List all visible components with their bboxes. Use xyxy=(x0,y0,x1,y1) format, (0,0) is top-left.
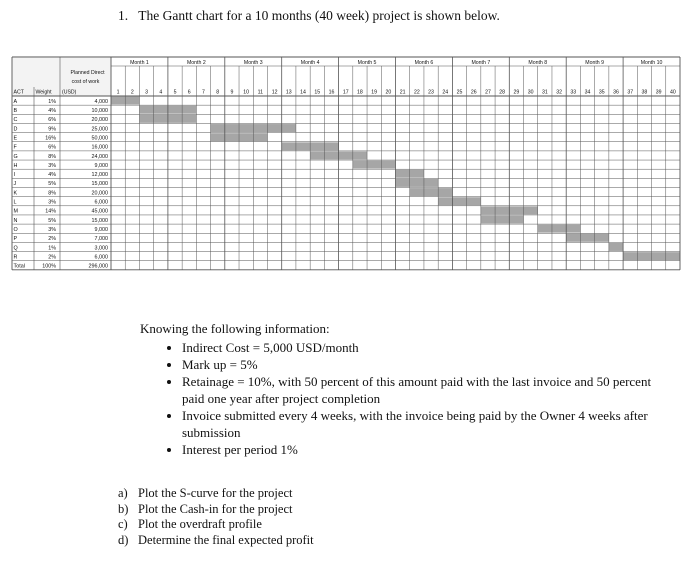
header-cost-label: (USD) xyxy=(62,89,77,96)
week-label: 27 xyxy=(485,89,491,96)
activity-id: Q xyxy=(13,245,18,252)
activity-cost: 6,000 xyxy=(94,199,108,206)
info-bullet-retainage: • Retainage = 10%, with 50 percent of this amount paid with the last invoice and 50 percent paid one year after project completion xyxy=(182,373,660,407)
task-list xyxy=(118,486,314,548)
activity-id: J xyxy=(13,181,17,188)
activity-cost: 10,000 xyxy=(91,108,108,114)
activity-weight: 1% xyxy=(48,98,56,105)
total-label: Total xyxy=(13,263,25,270)
header-cost-label: Planned Direct xyxy=(70,70,105,76)
activity-cost: 9,000 xyxy=(94,162,108,169)
week-label: 22 xyxy=(413,89,420,96)
activity-weight: 8% xyxy=(48,153,56,160)
week-label: 10 xyxy=(243,89,250,96)
activity-cost: 12,000 xyxy=(91,172,108,179)
week-label: 13 xyxy=(285,89,292,96)
week-label: 33 xyxy=(570,89,577,96)
activity-weight: 9% xyxy=(48,126,56,133)
week-label: 20 xyxy=(385,89,392,96)
week-label: 5 xyxy=(173,89,177,96)
activity-weight: 3% xyxy=(48,199,56,206)
week-label: 7 xyxy=(202,89,205,96)
week-label: 21 xyxy=(399,89,406,96)
info-bullet-markup: • Mark up = 5% xyxy=(182,356,660,373)
week-label: 28 xyxy=(499,89,506,96)
month-label: Month 9 xyxy=(585,60,605,66)
task-text: Plot the overdraft profile xyxy=(138,517,262,531)
task-text: Plot the S-curve for the project xyxy=(138,486,293,500)
gantt-bar xyxy=(396,179,439,187)
week-label: 15 xyxy=(314,89,321,96)
task-item xyxy=(118,486,314,502)
activity-cost: 7,000 xyxy=(94,236,108,243)
week-label: 2 xyxy=(130,89,134,96)
week-label: 40 xyxy=(669,89,676,96)
month-label: Month 5 xyxy=(357,60,377,66)
month-label: Month 10 xyxy=(640,60,663,66)
task-label: d) xyxy=(118,532,129,547)
info-bullet-interest: • Interest per period 1% xyxy=(182,441,660,458)
task-label: a) xyxy=(118,486,128,500)
activity-weight: 1% xyxy=(48,245,56,252)
activity-id: E xyxy=(13,135,18,142)
activity-id: D xyxy=(13,126,18,133)
week-label: 11 xyxy=(257,89,264,96)
activity-id: C xyxy=(13,117,18,124)
task-text: Determine the final expected profit xyxy=(138,532,314,547)
total-cost: 296,000 xyxy=(88,263,108,270)
month-label: Month 3 xyxy=(243,60,263,66)
activity-id: L xyxy=(13,199,17,206)
week-label: 31 xyxy=(541,89,548,96)
task-label: c) xyxy=(118,517,128,531)
activity-id: P xyxy=(13,236,18,243)
activity-id: B xyxy=(13,108,18,114)
week-label: 29 xyxy=(513,89,520,96)
activity-id: O xyxy=(13,226,18,233)
week-label: 16 xyxy=(328,89,335,96)
week-label: 12 xyxy=(271,89,278,96)
activity-cost: 15,000 xyxy=(91,217,108,224)
activity-weight: 2% xyxy=(48,236,56,243)
task-label: b) xyxy=(118,501,129,516)
week-label: 38 xyxy=(641,89,648,96)
month-label: Month 4 xyxy=(300,60,320,66)
activity-id: F xyxy=(13,144,17,151)
question-title: The Gantt chart for a 10 months (40 week) project is shown below. xyxy=(138,8,500,23)
week-label: 4 xyxy=(159,89,163,96)
week-label: 32 xyxy=(556,89,562,96)
activity-id: G xyxy=(13,153,18,160)
header-cost-label: cost of work xyxy=(71,79,100,85)
week-label: 17 xyxy=(342,89,349,96)
week-label: 30 xyxy=(527,89,534,96)
activity-id: N xyxy=(13,217,18,224)
gantt-bar xyxy=(538,225,581,233)
activity-cost: 6,000 xyxy=(94,254,108,261)
activity-weight: 4% xyxy=(48,172,56,179)
header-act-label: ACT xyxy=(13,89,24,96)
activity-cost: 3,000 xyxy=(94,245,108,252)
activity-cost: 4,000 xyxy=(94,98,108,105)
week-label: 8 xyxy=(216,89,220,96)
week-label: 6 xyxy=(187,89,191,96)
gantt-bar xyxy=(481,216,524,224)
activity-id: I xyxy=(13,172,15,179)
month-label: Month 7 xyxy=(471,60,491,66)
week-label: 24 xyxy=(442,89,449,96)
activity-weight: 3% xyxy=(48,162,56,169)
activity-cost: 9,000 xyxy=(94,226,108,233)
week-label: 9 xyxy=(230,89,234,96)
activity-cost: 15,000 xyxy=(91,181,108,188)
activity-weight: 5% xyxy=(48,181,56,188)
info-intro: Knowing the following information: xyxy=(140,321,330,336)
given-information xyxy=(140,320,660,458)
activity-cost: 50,000 xyxy=(91,135,108,142)
month-label: Month 8 xyxy=(528,60,548,66)
activity-cost: 45,000 xyxy=(91,208,108,215)
week-label: 18 xyxy=(357,89,363,96)
month-label: Month 6 xyxy=(414,60,434,66)
activity-cost: 16,000 xyxy=(91,144,108,151)
gantt-bar xyxy=(438,197,481,205)
task-text: Plot the Cash-in for the project xyxy=(138,501,293,516)
gantt-bar xyxy=(609,243,623,251)
activity-weight: 16% xyxy=(45,135,56,142)
activity-id: R xyxy=(13,254,18,261)
activity-weight: 5% xyxy=(48,217,56,224)
activity-weight: 14% xyxy=(45,208,56,215)
task-item xyxy=(118,533,314,549)
activity-weight: 6% xyxy=(48,144,56,151)
week-label: 26 xyxy=(470,89,477,96)
week-label: 23 xyxy=(428,89,434,96)
activity-id: M xyxy=(13,208,18,215)
month-label: Month 1 xyxy=(130,60,149,66)
week-label: 14 xyxy=(300,89,306,96)
activity-weight: 4% xyxy=(48,108,56,114)
activity-id: H xyxy=(13,162,18,169)
gantt-bar xyxy=(566,234,609,242)
week-label: 1 xyxy=(116,89,120,96)
activity-cost: 24,000 xyxy=(91,153,108,160)
activity-weight: 2% xyxy=(48,254,56,261)
activity-weight: 8% xyxy=(48,190,56,197)
info-bullet-invoice: • Invoice submitted every 4 weeks, with the invoice being paid by the Owner 4 weeks after submission xyxy=(182,407,660,441)
week-label: 25 xyxy=(456,89,463,96)
task-item xyxy=(118,517,314,533)
info-list xyxy=(140,339,660,458)
gantt-bar xyxy=(410,188,453,196)
question-number: 1. xyxy=(118,8,129,23)
total-weight: 100% xyxy=(42,263,56,270)
week-label: 36 xyxy=(613,89,619,96)
activity-id: K xyxy=(13,190,18,197)
week-label: 37 xyxy=(627,89,634,96)
info-bullet-indirect-cost: • Indirect Cost = 5,000 USD/month xyxy=(182,339,660,356)
activity-cost: 20,000 xyxy=(91,117,108,124)
activity-weight: 6% xyxy=(48,117,56,124)
activity-cost: 20,000 xyxy=(91,190,108,197)
gantt-bar xyxy=(353,161,396,169)
week-label: 34 xyxy=(584,89,591,96)
month-label: Month 2 xyxy=(186,60,206,66)
activity-weight: 3% xyxy=(48,226,56,233)
week-label: 35 xyxy=(598,89,605,96)
week-label: 3 xyxy=(145,89,149,96)
activity-id: A xyxy=(13,98,18,105)
header-weight-label: Weight xyxy=(35,89,52,96)
week-label: 39 xyxy=(655,89,662,96)
week-label: 19 xyxy=(371,89,378,96)
activity-cost: 25,000 xyxy=(91,126,108,133)
task-item xyxy=(118,502,314,518)
